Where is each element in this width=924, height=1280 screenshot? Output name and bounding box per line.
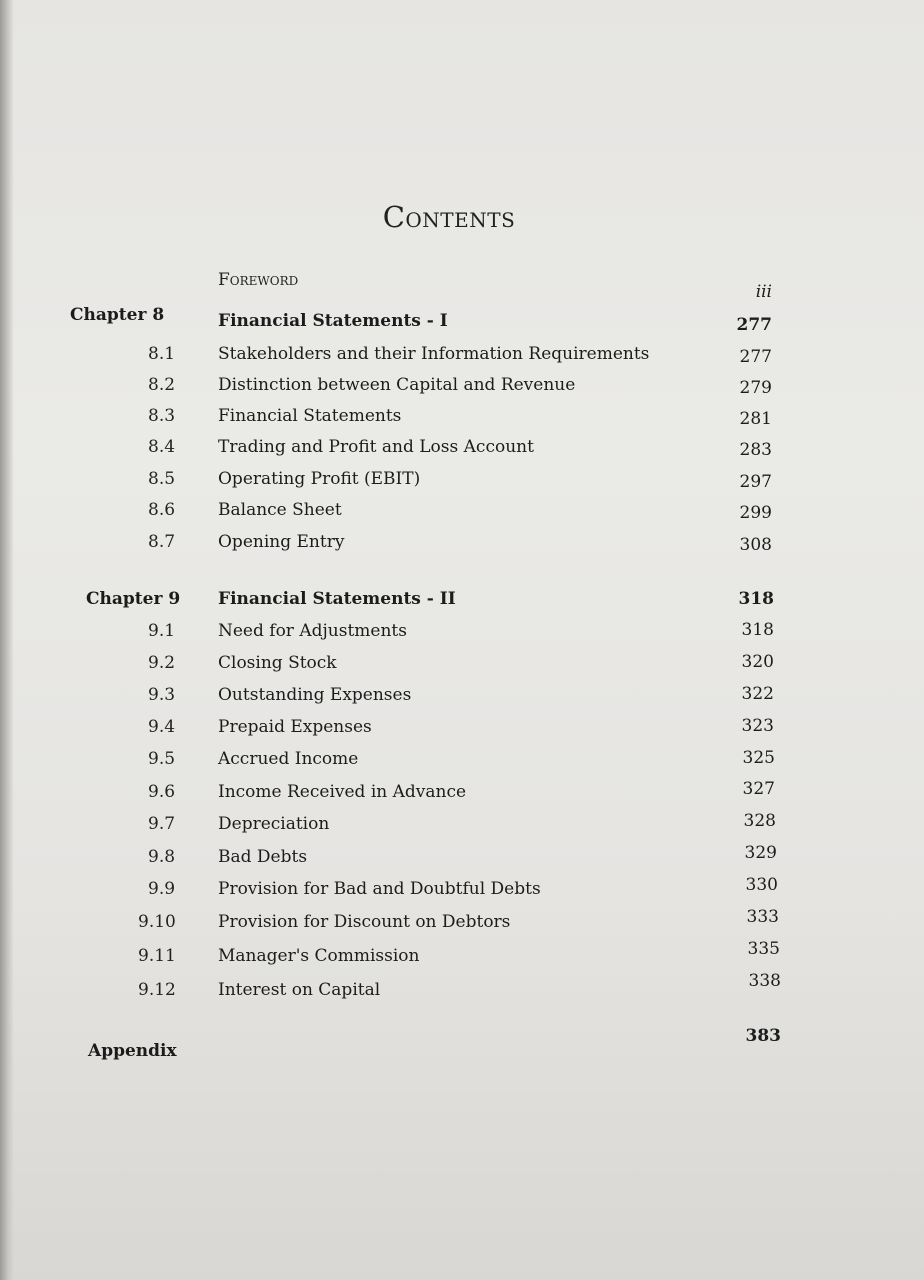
chapter-8-title: Financial Statements - I xyxy=(218,311,448,331)
section-title: Accrued Income xyxy=(218,749,359,769)
section-page: 318 xyxy=(741,620,774,640)
section-number: 8.6 xyxy=(148,500,176,520)
section-page: 279 xyxy=(739,378,772,398)
section-title: Financial Statements xyxy=(218,406,402,426)
section-title: Provision for Bad and Doubtful Debts xyxy=(218,879,541,899)
section-number: 9.10 xyxy=(138,912,176,932)
section-page: 329 xyxy=(744,843,777,863)
section-page: 277 xyxy=(739,347,772,367)
section-title: Balance Sheet xyxy=(218,500,342,520)
section-number: 9.4 xyxy=(148,717,176,737)
appendix-page: 383 xyxy=(745,1026,781,1046)
section-number: 9.3 xyxy=(148,685,176,705)
section-title: Closing Stock xyxy=(218,653,337,673)
section-page: 281 xyxy=(739,409,772,429)
section-page: 335 xyxy=(747,939,780,959)
chapter-9-page: 318 xyxy=(738,589,774,609)
section-number: 8.2 xyxy=(148,375,176,395)
chapter-9-title: Financial Statements - II xyxy=(218,589,456,609)
section-number: 8.3 xyxy=(148,406,176,426)
section-number: 9.8 xyxy=(148,847,176,867)
section-number: 9.9 xyxy=(148,879,176,899)
chapter-8-label: Chapter 8 xyxy=(70,305,165,325)
section-page: 328 xyxy=(743,811,776,831)
section-title: Bad Debts xyxy=(218,847,308,867)
section-title: Operating Profit (EBIT) xyxy=(218,469,421,489)
section-number: 9.2 xyxy=(148,653,176,673)
section-page: 327 xyxy=(742,779,775,799)
section-page: 320 xyxy=(741,652,774,672)
section-number: 8.7 xyxy=(148,532,176,552)
section-title: Outstanding Expenses xyxy=(218,685,412,705)
section-page: 330 xyxy=(745,875,778,895)
section-title: Prepaid Expenses xyxy=(218,717,372,737)
section-number: 9.1 xyxy=(148,621,176,641)
section-title: Provision for Discount on Debtors xyxy=(218,912,511,932)
section-number: 9.6 xyxy=(148,782,176,802)
section-title: Opening Entry xyxy=(218,532,345,552)
foreword-label: Foreword xyxy=(218,270,299,290)
section-title: Manager's Commission xyxy=(218,946,420,966)
section-title: Need for Adjustments xyxy=(218,621,407,641)
section-page: 338 xyxy=(748,971,781,991)
section-number: 8.4 xyxy=(148,437,176,457)
section-title: Distinction between Capital and Revenue xyxy=(218,375,576,395)
section-title: Trading and Profit and Loss Account xyxy=(218,437,534,457)
chapter-9-label: Chapter 9 xyxy=(86,589,181,609)
foreword-page: iii xyxy=(755,282,772,302)
section-page: 333 xyxy=(746,907,779,927)
section-number: 9.12 xyxy=(138,980,176,1000)
section-number: 9.5 xyxy=(148,749,176,769)
section-page: 297 xyxy=(739,472,772,492)
page-title: Contents xyxy=(382,200,516,234)
section-page: 308 xyxy=(739,535,772,555)
section-page: 283 xyxy=(739,440,772,460)
page-edge-shadow xyxy=(0,0,14,1280)
section-number: 9.11 xyxy=(138,946,176,966)
section-title: Stakeholders and their Information Requirements xyxy=(218,344,650,364)
chapter-8-page: 277 xyxy=(736,315,772,335)
section-page: 299 xyxy=(739,503,772,523)
section-title: Interest on Capital xyxy=(218,980,381,1000)
section-number: 8.5 xyxy=(148,469,176,489)
section-title: Income Received in Advance xyxy=(218,782,467,802)
appendix-label: Appendix xyxy=(88,1041,177,1061)
section-page: 325 xyxy=(742,748,775,768)
section-number: 9.7 xyxy=(148,814,176,834)
section-page: 322 xyxy=(741,684,774,704)
section-title: Depreciation xyxy=(218,814,330,834)
section-page: 323 xyxy=(741,716,774,736)
section-number: 8.1 xyxy=(148,344,176,364)
